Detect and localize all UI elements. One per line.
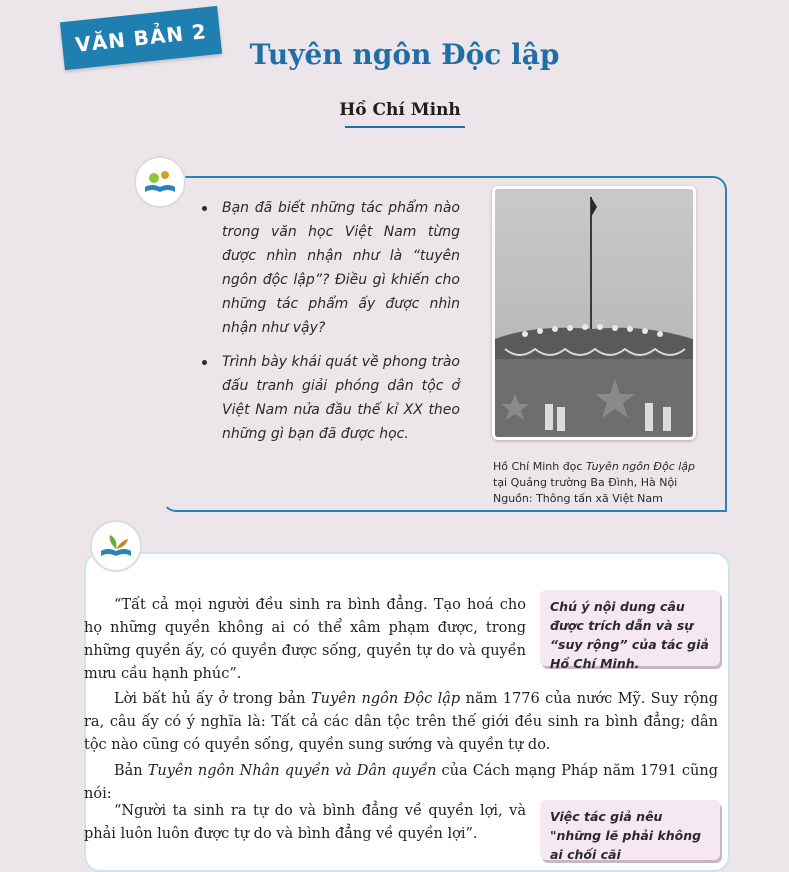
caption-source: Nguồn: Thông tấn xã Việt Nam	[493, 492, 663, 505]
photo-caption	[493, 459, 723, 507]
page-title: Tuyên ngôn Độc lập	[249, 38, 560, 71]
section-tag-label: VĂN BẢN 2	[74, 19, 208, 57]
paragraph-3-text-b: của Cách mạng Pháp năm 1791 cũng nói:	[84, 763, 718, 802]
margin-note-1: Chú ý nội dung câu được trích dẫn và sự “suy rộng” của tác giả Hồ Chí Minh.	[540, 590, 720, 666]
pre-reading-questions	[198, 196, 460, 456]
paragraph-2-title: Tuyên ngôn Độc lập	[310, 691, 461, 707]
author-name: Hồ Chí Minh	[339, 100, 461, 120]
paragraph-3-title: Tuyên ngôn Nhân quyền và Dân quyền	[147, 763, 437, 779]
paragraph-quote-2: “Người ta sinh ra tự do và bình đẳng về quyền lợi, và phải luôn luôn được tự do và bình đẳng về quyền lợi”.	[84, 803, 526, 842]
book-sprout-icon	[134, 156, 186, 208]
author-underline	[345, 126, 465, 128]
paragraph-2	[84, 688, 718, 757]
question-item: Trình bày khái quát về phong trào đấu tranh giải phóng dân tộc ở Việt Nam nửa đầu thế kỉ XX theo những gì bạn đã được học.	[198, 350, 460, 446]
historical-photo	[492, 186, 696, 440]
paragraph-3-text-a: Bản	[114, 763, 148, 779]
caption-text: Hồ Chí Minh đọc	[493, 460, 586, 473]
caption-title: Tuyên ngôn Độc lập	[585, 460, 696, 473]
paragraph-2-text-a: Lời bất hủ ấy ở trong bản	[114, 691, 311, 707]
paragraph-2-text-b: năm 1776 của nước Mỹ. Suy rộng ra, câu ấy có ý nghĩa là: Tất cả các dân tộc trên thế giới đều sinh ra bình đẳng; dân tộc nào cũng có quyền sống, quyền sung sướng và quyền tự do.	[84, 691, 718, 753]
caption-line-1	[493, 459, 723, 475]
margin-note-2: Việc tác giả nêu "những lẽ phải không ai chối cãi	[540, 800, 720, 860]
caption-line-2: tại Quảng trường Ba Đình, Hà Nội	[493, 476, 678, 489]
question-item: Bạn đã biết những tác phẩm nào trong văn học Việt Nam từng được nhìn nhận như là “tuyên ngôn độc lập”? Điều gì khiến cho những tác phẩm ấy được nhìn nhận như vậy?	[198, 196, 460, 340]
paragraph-quote-1: “Tất cả mọi người đều sinh ra bình đẳng. Tạo hoá cho họ những quyền không ai có thể xâm phạm được, trong những quyền ấy, có quyền được sống, quyền tự do và quyền mưu cầu hạnh phúc”.	[84, 597, 526, 682]
open-book-leaf-icon	[90, 520, 142, 572]
